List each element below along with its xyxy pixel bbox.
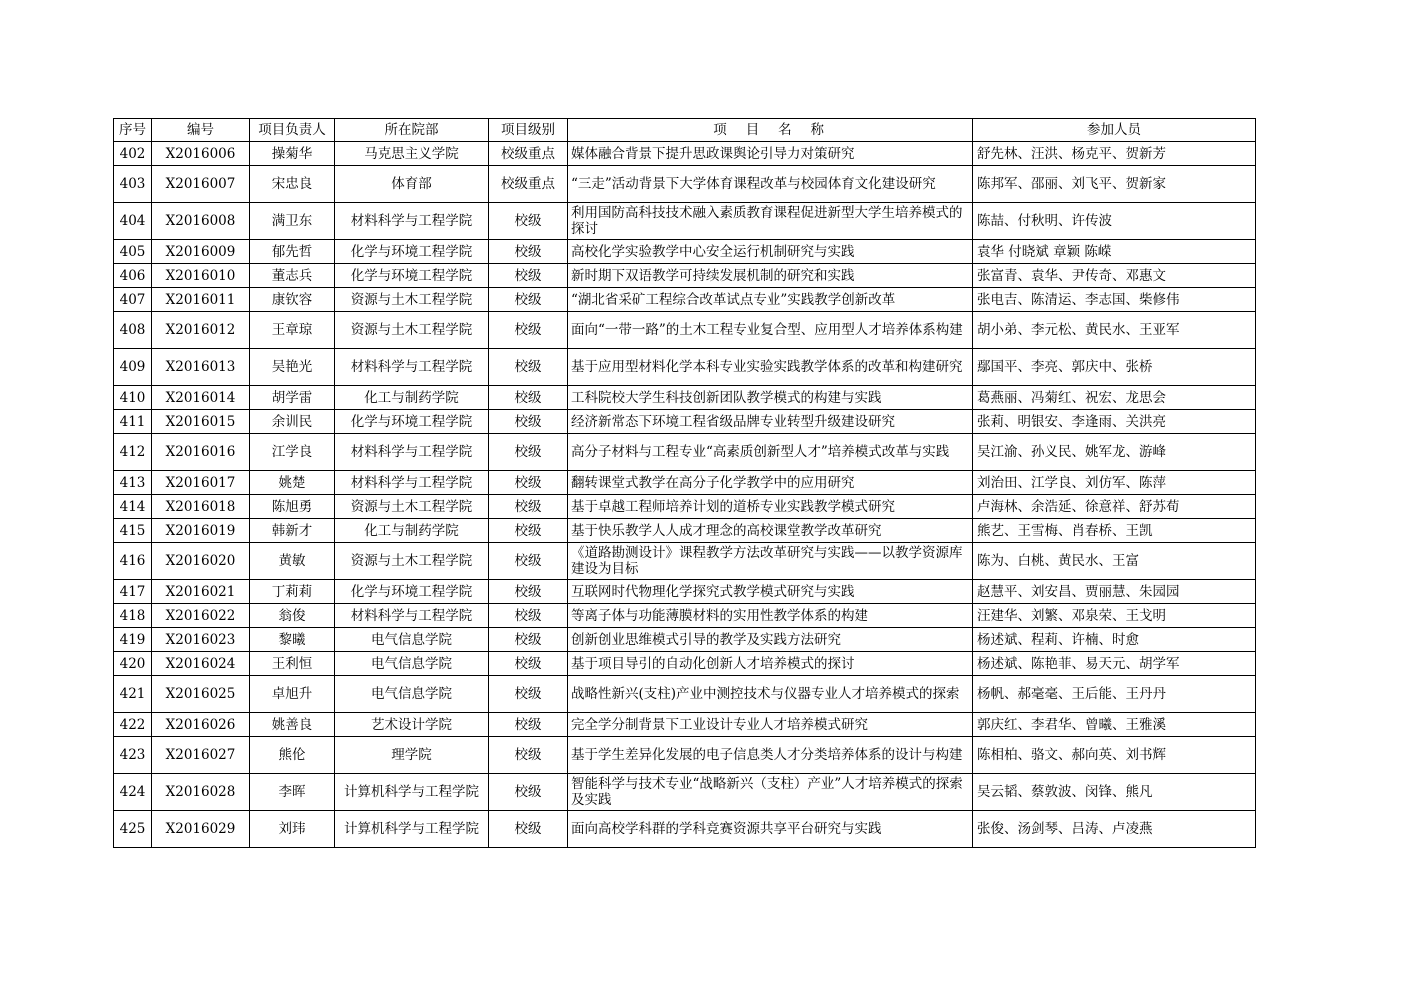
cell-title: “三走”活动背景下大学体育课程改革与校园体育文化建设研究 — [568, 166, 973, 203]
cell-title: 面向“一带一路”的土木工程专业复合型、应用型人才培养体系构建 — [568, 312, 973, 349]
cell-members: 郭庆红、李君华、曾曦、王雅溪 — [973, 713, 1256, 737]
cell-code: X2016026 — [152, 713, 250, 737]
cell-level: 校级 — [489, 676, 568, 713]
cell-dept: 材料科学与工程学院 — [335, 604, 489, 628]
table-row — [114, 811, 1256, 848]
cell-no: 424 — [114, 774, 152, 811]
cell-title: 基于卓越工程师培养计划的道桥专业实践教学模式研究 — [568, 495, 973, 519]
cell-code: X2016015 — [152, 410, 250, 434]
table-row — [114, 495, 1256, 519]
cell-dept: 计算机科学与工程学院 — [335, 811, 489, 848]
table-row — [114, 410, 1256, 434]
cell-code: X2016011 — [152, 288, 250, 312]
header-members: 参加人员 — [973, 119, 1256, 142]
cell-no: 419 — [114, 628, 152, 652]
cell-leader: 康钦容 — [250, 288, 335, 312]
cell-members: 吴云韬、蔡敦波、闵锋、熊凡 — [973, 774, 1256, 811]
cell-title: 经济新常态下环境工程省级品牌专业转型升级建设研究 — [568, 410, 973, 434]
cell-level: 校级 — [489, 652, 568, 676]
cell-leader: 卓旭升 — [250, 676, 335, 713]
cell-code: X2016019 — [152, 519, 250, 543]
cell-code: X2016018 — [152, 495, 250, 519]
table-row — [114, 676, 1256, 713]
cell-level: 校级 — [489, 288, 568, 312]
cell-no: 417 — [114, 580, 152, 604]
cell-no: 421 — [114, 676, 152, 713]
cell-members: 鄢国平、李亮、郭庆中、张桥 — [973, 349, 1256, 386]
cell-dept: 电气信息学院 — [335, 676, 489, 713]
cell-level: 校级 — [489, 471, 568, 495]
cell-members: 葛燕丽、冯菊红、祝宏、龙思会 — [973, 386, 1256, 410]
cell-dept: 资源与土木工程学院 — [335, 288, 489, 312]
cell-dept: 化学与环境工程学院 — [335, 264, 489, 288]
cell-code: X2016009 — [152, 240, 250, 264]
cell-code: X2016012 — [152, 312, 250, 349]
cell-no: 415 — [114, 519, 152, 543]
cell-members: 陈相柏、骆文、郝向英、刘书辉 — [973, 737, 1256, 774]
cell-no: 420 — [114, 652, 152, 676]
cell-code: X2016028 — [152, 774, 250, 811]
cell-code: X2016027 — [152, 737, 250, 774]
cell-title: 基于应用型材料化学本科专业实验实践教学体系的改革和构建研究 — [568, 349, 973, 386]
cell-title: 互联网时代物理化学探究式教学模式研究与实践 — [568, 580, 973, 604]
cell-members: 赵慧平、刘安昌、贾丽慧、朱园园 — [973, 580, 1256, 604]
cell-no: 412 — [114, 434, 152, 471]
cell-title: 战略性新兴(支柱)产业中测控技术与仪器专业人才培养模式的探索 — [568, 676, 973, 713]
cell-title: 媒体融合背景下提升思政课舆论引导力对策研究 — [568, 142, 973, 166]
cell-title: 《道路勘测设计》课程教学方法改革研究与实践——以教学资源库建设为目标 — [568, 543, 973, 580]
cell-dept: 电气信息学院 — [335, 652, 489, 676]
cell-members: 杨述斌、陈艳菲、易天元、胡学军 — [973, 652, 1256, 676]
cell-no: 411 — [114, 410, 152, 434]
cell-leader: 姚楚 — [250, 471, 335, 495]
cell-title: 高校化学实验教学中心安全运行机制研究与实践 — [568, 240, 973, 264]
cell-title: 利用国防高科技技术融入素质教育课程促进新型大学生培养模式的探讨 — [568, 203, 973, 240]
cell-dept: 电气信息学院 — [335, 628, 489, 652]
cell-leader: 董志兵 — [250, 264, 335, 288]
cell-dept: 马克思主义学院 — [335, 142, 489, 166]
table-row — [114, 166, 1256, 203]
cell-members: 张俊、汤剑琴、吕涛、卢凌燕 — [973, 811, 1256, 848]
cell-leader: 郁先哲 — [250, 240, 335, 264]
cell-leader: 丁莉莉 — [250, 580, 335, 604]
cell-members: 卢海林、余浩延、徐意祥、舒苏荀 — [973, 495, 1256, 519]
cell-code: X2016010 — [152, 264, 250, 288]
cell-leader: 黎曦 — [250, 628, 335, 652]
cell-leader: 胡学雷 — [250, 386, 335, 410]
table-row — [114, 713, 1256, 737]
cell-leader: 王利恒 — [250, 652, 335, 676]
cell-code: X2016008 — [152, 203, 250, 240]
cell-dept: 材料科学与工程学院 — [335, 349, 489, 386]
cell-members: 舒先林、汪洪、杨克平、贺新芳 — [973, 142, 1256, 166]
cell-members: 刘治田、江学良、刘仿军、陈萍 — [973, 471, 1256, 495]
header-dept: 所在院部 — [335, 119, 489, 142]
cell-no: 418 — [114, 604, 152, 628]
cell-members: 胡小弟、李元松、黄民水、王亚军 — [973, 312, 1256, 349]
cell-dept: 资源与土木工程学院 — [335, 495, 489, 519]
cell-code: X2016025 — [152, 676, 250, 713]
table-row — [114, 142, 1256, 166]
cell-title: 等离子体与功能薄膜材料的实用性教学体系的构建 — [568, 604, 973, 628]
cell-members: 陈为、白桃、黄民水、王富 — [973, 543, 1256, 580]
table-row — [114, 312, 1256, 349]
cell-level: 校级 — [489, 713, 568, 737]
cell-no: 410 — [114, 386, 152, 410]
cell-members: 张电吉、陈清运、李志国、柴修伟 — [973, 288, 1256, 312]
cell-members: 袁华 付晓斌 章颖 陈嵘 — [973, 240, 1256, 264]
cell-code: X2016021 — [152, 580, 250, 604]
cell-no: 413 — [114, 471, 152, 495]
cell-code: X2016022 — [152, 604, 250, 628]
cell-leader: 熊伦 — [250, 737, 335, 774]
cell-title: 基于学生差异化发展的电子信息类人才分类培养体系的设计与构建 — [568, 737, 973, 774]
cell-no: 414 — [114, 495, 152, 519]
cell-no: 407 — [114, 288, 152, 312]
cell-level: 校级 — [489, 543, 568, 580]
cell-title: 完全学分制背景下工业设计专业人才培养模式研究 — [568, 713, 973, 737]
cell-dept: 材料科学与工程学院 — [335, 471, 489, 495]
cell-no: 422 — [114, 713, 152, 737]
cell-leader: 吴艳光 — [250, 349, 335, 386]
table-row — [114, 288, 1256, 312]
cell-leader: 王章琼 — [250, 312, 335, 349]
cell-level: 校级 — [489, 774, 568, 811]
cell-level: 校级 — [489, 519, 568, 543]
cell-dept: 化学与环境工程学院 — [335, 410, 489, 434]
cell-code: X2016014 — [152, 386, 250, 410]
cell-dept: 材料科学与工程学院 — [335, 203, 489, 240]
cell-code: X2016013 — [152, 349, 250, 386]
cell-no: 403 — [114, 166, 152, 203]
cell-dept: 材料科学与工程学院 — [335, 434, 489, 471]
cell-no: 404 — [114, 203, 152, 240]
cell-leader: 翁俊 — [250, 604, 335, 628]
table-row — [114, 774, 1256, 811]
cell-code: X2016020 — [152, 543, 250, 580]
cell-leader: 满卫东 — [250, 203, 335, 240]
cell-code: X2016016 — [152, 434, 250, 471]
header-leader: 项目负责人 — [250, 119, 335, 142]
table-row — [114, 203, 1256, 240]
cell-level: 校级 — [489, 312, 568, 349]
cell-level: 校级 — [489, 604, 568, 628]
cell-dept: 体育部 — [335, 166, 489, 203]
cell-members: 陈邦军、邵丽、刘飞平、贺新家 — [973, 166, 1256, 203]
cell-leader: 刘玮 — [250, 811, 335, 848]
table-row — [114, 737, 1256, 774]
cell-leader: 宋忠良 — [250, 166, 335, 203]
cell-code: X2016006 — [152, 142, 250, 166]
header-level: 项目级别 — [489, 119, 568, 142]
cell-code: X2016007 — [152, 166, 250, 203]
cell-dept: 化工与制药学院 — [335, 386, 489, 410]
table-row — [114, 519, 1256, 543]
cell-dept: 化学与环境工程学院 — [335, 580, 489, 604]
cell-title: 翻转课堂式教学在高分子化学教学中的应用研究 — [568, 471, 973, 495]
cell-level: 校级 — [489, 434, 568, 471]
table-row — [114, 434, 1256, 471]
cell-no: 423 — [114, 737, 152, 774]
cell-level: 校级 — [489, 410, 568, 434]
cell-code: X2016017 — [152, 471, 250, 495]
cell-members: 张莉、明银安、李逢雨、关洪亮 — [973, 410, 1256, 434]
cell-leader: 姚善良 — [250, 713, 335, 737]
cell-leader: 余训民 — [250, 410, 335, 434]
cell-leader: 操菊华 — [250, 142, 335, 166]
cell-no: 409 — [114, 349, 152, 386]
cell-dept: 资源与土木工程学院 — [335, 543, 489, 580]
cell-title: 基于项目导引的自动化创新人才培养模式的探讨 — [568, 652, 973, 676]
cell-members: 杨帆、郝毫毫、王后能、王丹丹 — [973, 676, 1256, 713]
table-row — [114, 580, 1256, 604]
cell-no: 406 — [114, 264, 152, 288]
project-table — [113, 118, 1256, 848]
cell-code: X2016029 — [152, 811, 250, 848]
cell-title: “湖北省采矿工程综合改革试点专业”实践教学创新改革 — [568, 288, 973, 312]
cell-members: 杨述斌、程莉、许楠、时愈 — [973, 628, 1256, 652]
cell-level: 校级 — [489, 811, 568, 848]
header-code: 编号 — [152, 119, 250, 142]
cell-level: 校级 — [489, 628, 568, 652]
header-row — [114, 119, 1256, 142]
cell-level: 校级 — [489, 240, 568, 264]
table-row — [114, 652, 1256, 676]
table-row — [114, 543, 1256, 580]
cell-no: 405 — [114, 240, 152, 264]
cell-level: 校级 — [489, 580, 568, 604]
cell-title: 智能科学与技术专业“战略新兴（支柱）产业”人才培养模式的探索及实践 — [568, 774, 973, 811]
cell-dept: 化工与制药学院 — [335, 519, 489, 543]
cell-level: 校级重点 — [489, 142, 568, 166]
cell-level: 校级 — [489, 264, 568, 288]
table-row — [114, 349, 1256, 386]
table-row — [114, 471, 1256, 495]
cell-no: 416 — [114, 543, 152, 580]
cell-level: 校级 — [489, 495, 568, 519]
cell-title: 高分子材料与工程专业“高素质创新型人才”培养模式改革与实践 — [568, 434, 973, 471]
cell-leader: 李晖 — [250, 774, 335, 811]
cell-dept: 资源与土木工程学院 — [335, 312, 489, 349]
cell-members: 陈喆、付秋明、许传波 — [973, 203, 1256, 240]
cell-title: 工科院校大学生科技创新团队教学模式的构建与实践 — [568, 386, 973, 410]
cell-level: 校级 — [489, 386, 568, 410]
header-title: 项 目 名 称 — [568, 119, 973, 142]
cell-leader: 黄敏 — [250, 543, 335, 580]
header-no: 序号 — [114, 119, 152, 142]
cell-no: 402 — [114, 142, 152, 166]
cell-leader: 陈旭勇 — [250, 495, 335, 519]
cell-dept: 艺术设计学院 — [335, 713, 489, 737]
table-row — [114, 386, 1256, 410]
cell-members: 吴江渝、孙义民、姚军龙、游峰 — [973, 434, 1256, 471]
cell-dept: 计算机科学与工程学院 — [335, 774, 489, 811]
cell-title: 新时期下双语教学可持续发展机制的研究和实践 — [568, 264, 973, 288]
table-row — [114, 628, 1256, 652]
cell-level: 校级重点 — [489, 166, 568, 203]
cell-code: X2016024 — [152, 652, 250, 676]
table-row — [114, 240, 1256, 264]
cell-code: X2016023 — [152, 628, 250, 652]
cell-leader: 江学良 — [250, 434, 335, 471]
table-body — [114, 142, 1256, 848]
cell-title: 基于快乐教学人人成才理念的高校课堂教学改革研究 — [568, 519, 973, 543]
table-row — [114, 604, 1256, 628]
cell-members: 汪建华、刘繁、邓泉荣、王戈明 — [973, 604, 1256, 628]
cell-members: 张富青、袁华、尹传奇、邓惠文 — [973, 264, 1256, 288]
cell-level: 校级 — [489, 349, 568, 386]
cell-title: 面向高校学科群的学科竞赛资源共享平台研究与实践 — [568, 811, 973, 848]
cell-members: 熊艺、王雪梅、肖春桥、王凯 — [973, 519, 1256, 543]
cell-dept: 化学与环境工程学院 — [335, 240, 489, 264]
cell-no: 425 — [114, 811, 152, 848]
cell-title: 创新创业思维模式引导的教学及实践方法研究 — [568, 628, 973, 652]
cell-no: 408 — [114, 312, 152, 349]
cell-level: 校级 — [489, 737, 568, 774]
table-row — [114, 264, 1256, 288]
cell-leader: 韩新才 — [250, 519, 335, 543]
cell-level: 校级 — [489, 203, 568, 240]
cell-dept: 理学院 — [335, 737, 489, 774]
